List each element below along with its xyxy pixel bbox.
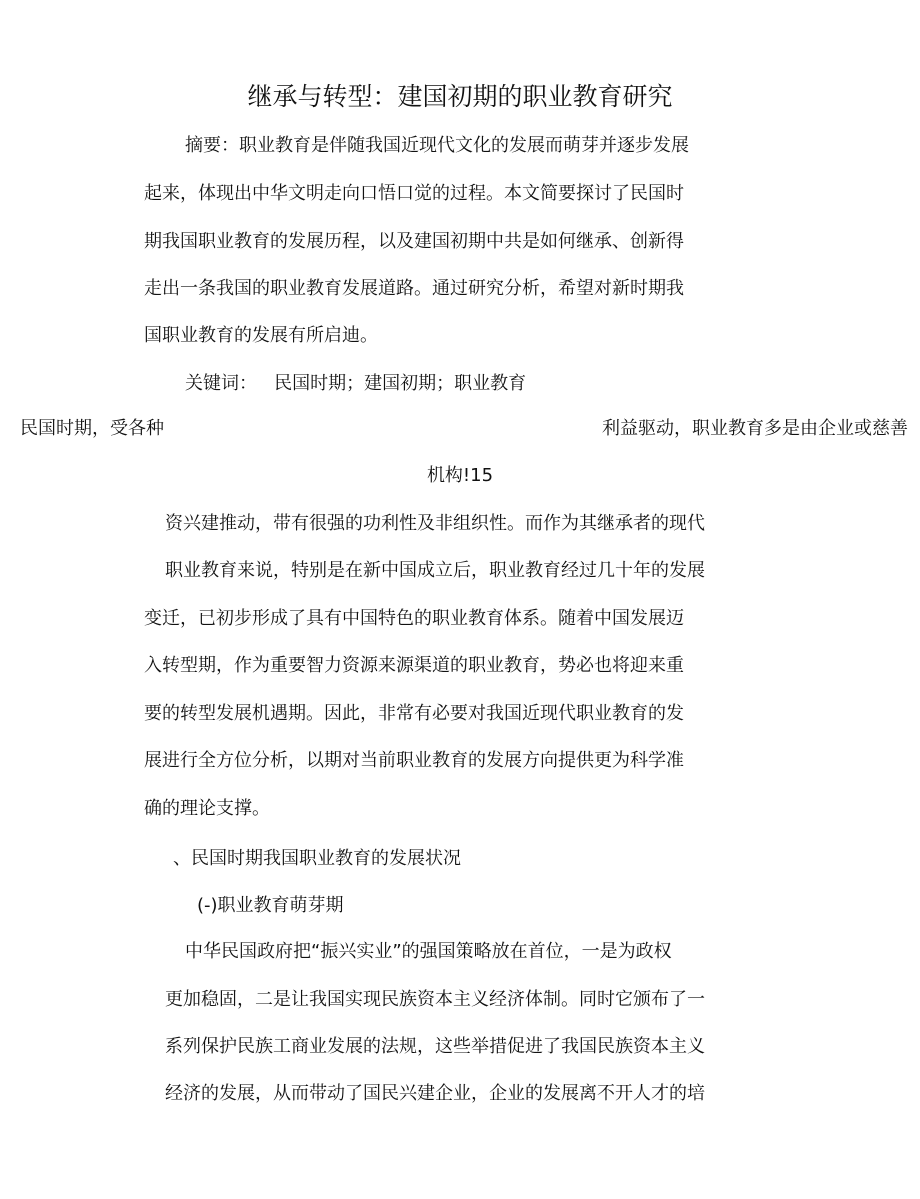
- subsection-heading: (-)职业教育萌芽期: [197, 895, 344, 916]
- abstract-line: 期我国职业教育的发展历程，以及建国初期中共是如何继承、创新得: [144, 231, 684, 252]
- split-line-left: 民国时期，受各种: [20, 418, 164, 439]
- body-line: 展进行全方位分析，以期对当前职业教育的发展方向提供更为科学准: [144, 750, 684, 771]
- body-line: 确的理论支撑。: [144, 798, 270, 819]
- abstract-line: 起来，体现出中华文明走向口悟口觉的过程。本文简要探讨了民国时: [144, 183, 684, 204]
- body-line: 职业教育来说，特别是在新中国成立后，职业教育经过几十年的发展: [165, 560, 705, 581]
- section-heading: 、民国时期我国职业教育的发展状况: [173, 848, 461, 869]
- section-line: 经济的发展，从而带动了国民兴建企业，企业的发展离不开人才的培: [165, 1083, 705, 1104]
- abstract-line: 国职业教育的发展有所启迪。: [144, 325, 378, 346]
- body-line: 要的转型发展机遇期。因此，非常有必要对我国近现代职业教育的发: [144, 703, 684, 724]
- body-line: 资兴建推动，带有很强的功利性及非组织性。而作为其继承者的现代: [165, 513, 705, 534]
- document-title: 继承与转型：建国初期的职业教育研究: [247, 82, 673, 111]
- split-line-right: 利益驱动，职业教育多是由企业或慈善: [602, 418, 908, 439]
- abstract-line: 摘要：职业教育是伴随我国近现代文化的发展而萌芽并逐步发展: [185, 135, 689, 156]
- section-line: 中华民国政府把“振兴实业”的强国策略放在首位，一是为政权: [185, 941, 672, 962]
- section-line: 系列保护民族工商业发展的法规，这些举措促进了我国民族资本主义: [165, 1036, 705, 1057]
- centered-line: 机构!15: [426, 465, 494, 486]
- section-line: 更加稳固，二是让我国实现民族资本主义经济体制。同时它颁布了一: [165, 989, 705, 1010]
- abstract-line: 走出一条我国的职业教育发展道路。通过研究分析，希望对新时期我: [144, 278, 684, 299]
- keywords: 关键词： 民国时期；建国初期；职业教育: [185, 373, 527, 394]
- body-line: 变迁，已初步形成了具有中国特色的职业教育体系。随着中国发展迈: [144, 608, 684, 629]
- body-line: 入转型期，作为重要智力资源来源渠道的职业教育，势必也将迎来重: [144, 655, 684, 676]
